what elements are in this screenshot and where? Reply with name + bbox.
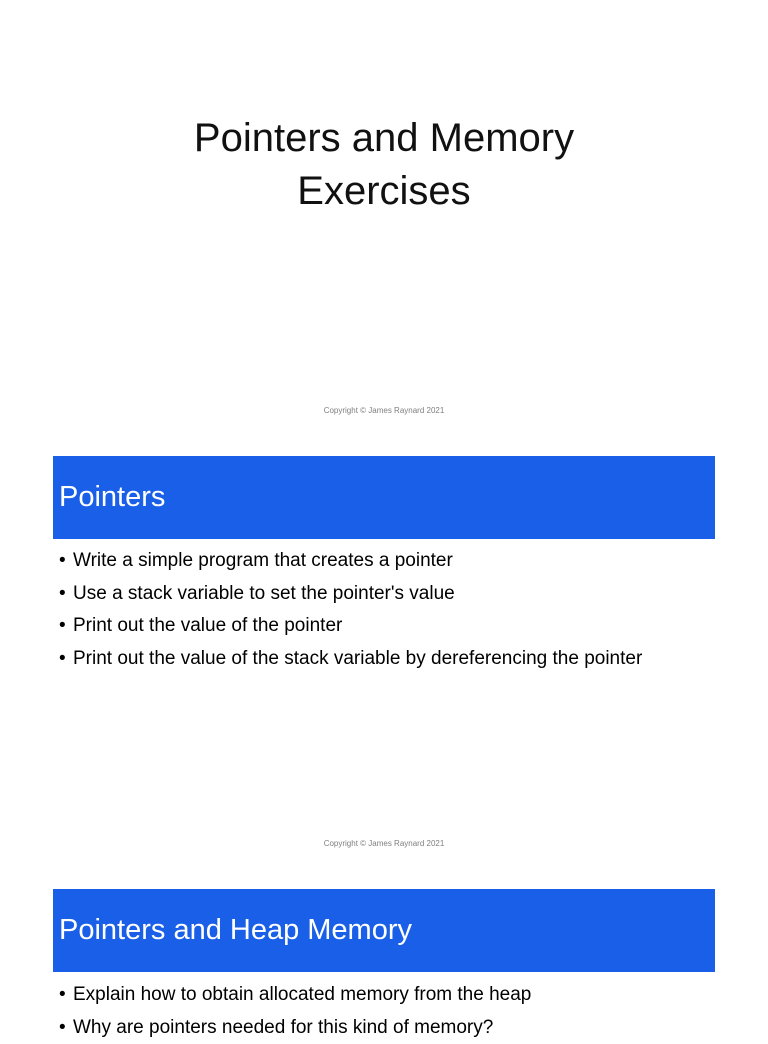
slide-pointers — [0, 456, 768, 856]
bullet-item — [59, 979, 759, 1012]
bullet-icon: • — [59, 643, 66, 676]
bullet-text: Why are pointers needed for this kind of memory? — [73, 1017, 493, 1038]
bullet-list — [59, 979, 759, 1044]
bullet-icon: • — [59, 545, 66, 578]
bullet-icon: • — [59, 1012, 66, 1044]
bullet-item — [59, 1012, 759, 1044]
slide-heap-memory — [0, 889, 768, 1024]
bullet-text: Print out the value of the stack variable by dereferencing the pointer — [73, 648, 642, 669]
title-line-1: Pointers and Memory — [0, 112, 768, 165]
bullet-item — [59, 643, 759, 676]
bullet-text: Write a simple program that creates a pointer — [73, 550, 453, 571]
copyright-note: Copyright © James Raynard 2021 — [0, 839, 768, 848]
bullet-text: Use a stack variable to set the pointer's value — [73, 583, 455, 604]
bullet-text: Explain how to obtain allocated memory from the heap — [73, 984, 531, 1005]
slide-heading: Pointers — [53, 456, 715, 539]
page-title — [0, 112, 768, 218]
bullet-text: Print out the value of the pointer — [73, 615, 342, 636]
title-line-2: Exercises — [0, 165, 768, 218]
copyright-note: Copyright © James Raynard 2021 — [0, 406, 768, 415]
bullet-icon: • — [59, 979, 66, 1012]
bullet-item — [59, 610, 759, 643]
bullet-item — [59, 545, 759, 578]
bullet-icon: • — [59, 610, 66, 643]
bullet-list — [59, 545, 759, 675]
bullet-icon: • — [59, 578, 66, 611]
slide-heading: Pointers and Heap Memory — [53, 889, 715, 972]
title-slide — [0, 0, 768, 440]
bullet-item — [59, 578, 759, 611]
